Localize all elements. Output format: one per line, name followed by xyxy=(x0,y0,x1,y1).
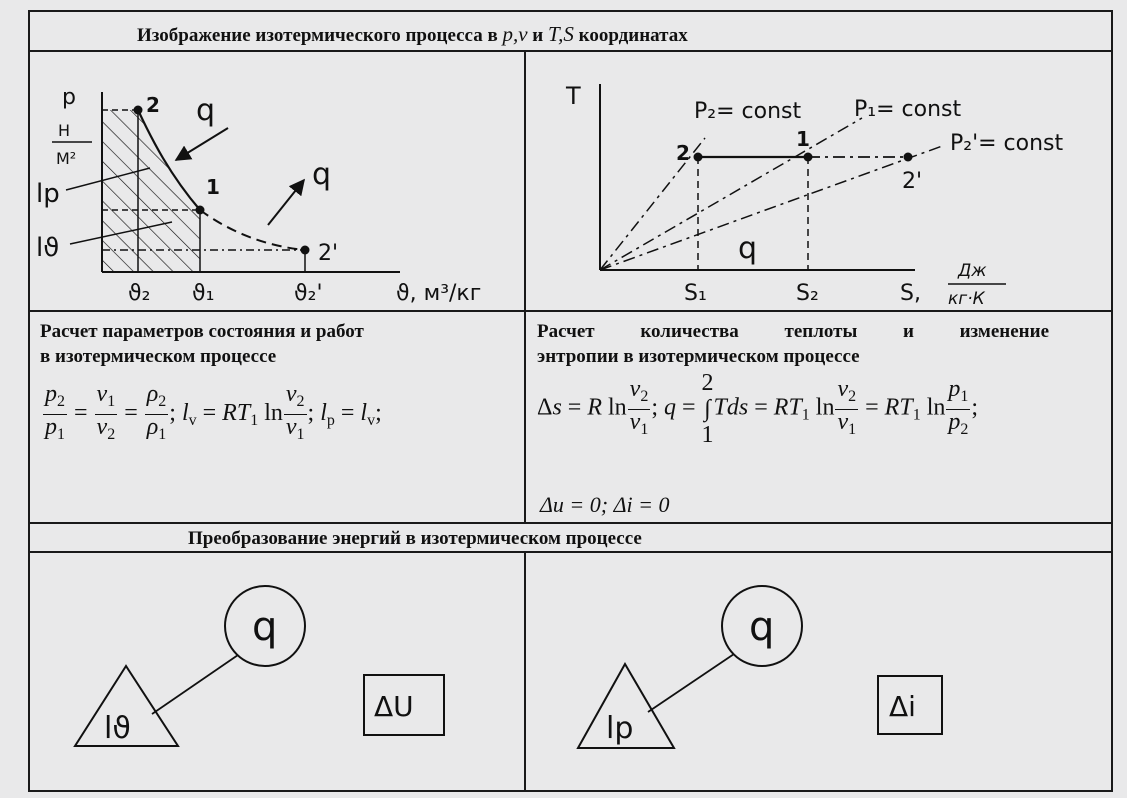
right-calc-heading-2 xyxy=(537,344,860,369)
right-heat-label: q xyxy=(749,604,775,650)
left-heat-label: q xyxy=(252,604,278,650)
pv-tick-v2: ϑ₂ xyxy=(128,281,151,306)
left-connector xyxy=(152,655,238,714)
ts-axis-x-unit-num: Дж xyxy=(958,261,987,281)
right-connector xyxy=(648,654,734,712)
pv-point-2p-label: 2' xyxy=(318,241,339,266)
pv-point-2-label: 2 xyxy=(146,93,160,117)
ts-axis-x-unit-den: кг·К xyxy=(948,289,985,309)
ts-point-2p xyxy=(904,153,913,162)
left-formula: $\frac{p_2}{p_1}$ = $\frac{v_1}{v_2}$ = $\frac{\rho_2}{\rho_1}$ ; $l_v = RT_1$ ln $\frac{v_2}{v_1}$ ; $l_p = l_v$; xyxy=(45,381,382,443)
ts-axis-x-label: S, xyxy=(900,281,921,306)
pv-axis-y-label: p xyxy=(62,85,76,110)
energy-section-title: Преобразование энергий в изотермическом процессе xyxy=(188,528,642,549)
ts-tick-s1: S₁ xyxy=(684,281,707,306)
right-change-label: Δi xyxy=(889,690,916,723)
pv-axis-y-unit-den: M² xyxy=(56,149,77,168)
pv-tick-v1: ϑ₁ xyxy=(192,281,215,306)
pv-diagram xyxy=(36,85,481,306)
pv-heat-label-right: q xyxy=(312,157,332,192)
title-prefix: Изображение изотермического процесса в xyxy=(137,25,498,46)
left-change-label: ΔU xyxy=(374,690,414,723)
right-formula-2: Δu = 0; Δi = 0 xyxy=(540,492,670,517)
ts-tick-s2: S₂ xyxy=(796,281,819,306)
pv-isotherm-dashed xyxy=(200,210,305,250)
ts-label-p2: P₂= const xyxy=(694,99,802,124)
pv-point-2 xyxy=(134,106,143,115)
pv-point-1 xyxy=(196,206,205,215)
title-coord-pv: p,v xyxy=(502,22,528,46)
right-calc-heading xyxy=(537,319,1049,344)
ts-point-1 xyxy=(804,153,813,162)
title-coord-ts: T,S xyxy=(548,22,574,46)
pv-heat-arrow-top xyxy=(176,128,228,160)
pv-point-2p xyxy=(301,246,310,255)
ts-point-2-label: 2 xyxy=(676,141,690,165)
pv-tick-v2p: ϑ₂' xyxy=(294,281,323,306)
ts-point-1-label: 1 xyxy=(796,127,810,151)
pv-label-lv: lϑ xyxy=(36,233,60,263)
ts-point-2p-label: 2' xyxy=(902,169,923,194)
ts-axis-y-label: T xyxy=(566,82,581,110)
ts-isobar-p1 xyxy=(600,118,862,270)
title-suffix: координатах xyxy=(578,25,688,46)
ts-label-p1: P₁= const xyxy=(854,97,962,122)
energy-scheme-left xyxy=(75,586,444,746)
pv-axis-y-unit-num: H xyxy=(58,121,71,140)
ts-point-2 xyxy=(694,153,703,162)
left-work-label: lϑ xyxy=(104,711,131,746)
ts-diagram xyxy=(565,82,1064,309)
ts-heat-label: q xyxy=(738,231,758,266)
pv-heat-arrow-right xyxy=(268,180,304,225)
energy-scheme-right xyxy=(578,586,942,748)
right-calc-heading-line2: энтропии в изотермическом процессе xyxy=(537,346,860,367)
left-calc-heading xyxy=(40,319,480,369)
pv-axis-x-label: ϑ, м³/кг xyxy=(396,281,482,306)
pv-label-lp: lp xyxy=(36,179,60,209)
pv-point-1-label: 1 xyxy=(206,175,220,199)
right-work-label: lp xyxy=(606,711,634,746)
right-calc-heading-line1: Расчет количества теплоты и изменение xyxy=(537,321,1049,342)
left-calc-heading-line2: в изотермическом процессе xyxy=(40,346,277,367)
pv-heat-label-top: q xyxy=(196,93,216,128)
right-formula: Δs = R ln $\frac{v_2}{v_1}$ ; q = 2 ∫ 1 Tds = $RT_1$ ln $\frac{v_2}{v_1}$ = $RT_1$ ln $\frac{p_1}{p_2}$ ; xyxy=(537,370,979,448)
title-conj: и xyxy=(532,25,544,46)
left-calc-heading-line1: Расчет параметров состояния и работ xyxy=(40,321,364,342)
ts-isobar-p2p xyxy=(600,145,945,270)
ts-label-p2p: P₂'= const xyxy=(950,131,1064,156)
